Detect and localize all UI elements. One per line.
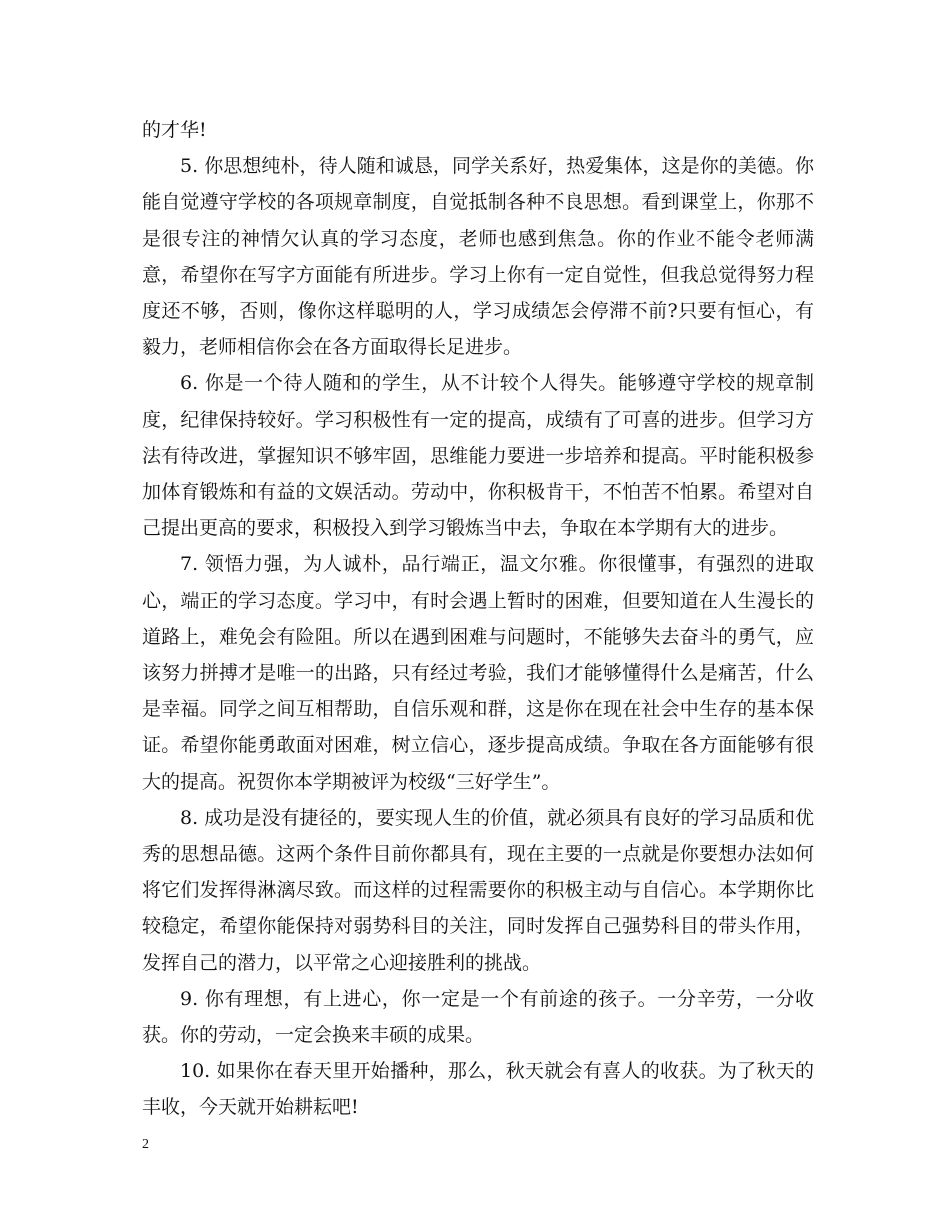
paragraph-item-9: 9. 你有理想，有上进心，你一定是一个有前途的孩子。一分辛劳，一分收获。你的劳动，一定会换来丰硕的成果。 bbox=[142, 987, 814, 1047]
paragraph-item-10: 10. 如果你在春天里开始播种，那么，秋天就会有喜人的收获。为了秋天的丰收，今天就开始耕耘吧! bbox=[142, 1060, 814, 1119]
document-body bbox=[142, 112, 814, 1126]
paragraph-item-6: 6. 你是一个待人随和的学生，从不计较个人得失。能够遵守学校的规章制度，纪律保持较好。学习积极性有一定的提高，成绩有了可喜的进步。但学习方法有待改进，掌握知识不够牢固，思维能力要进一步培养和提高。平时能积极参加体育锻炼和有益的文娱活动。劳动中，你积极肯干，不怕苦不怕累。希望对自己提出更高的要求，积极投入到学习锻炼当中去，争取在本学期有大的进步。 bbox=[142, 372, 814, 540]
paragraph-continuation: 的才华! bbox=[142, 119, 207, 141]
page-number: 2 bbox=[142, 1137, 149, 1152]
paragraph-item-8: 8. 成功是没有捷径的，要实现人生的价值，就必须具有良好的学习品质和优秀的思想品德。这两个条件目前你都具有，现在主要的一点就是你要想办法如何将它们发挥得淋漓尽致。而这样的过程需要你的积极主动与自信心。本学期你比较稳定，希望你能保持对弱势科目的关注，同时发挥自己强势科目的带头作用，发挥自己的潜力，以平常之心迎接胜利的挑战。 bbox=[142, 806, 814, 974]
paragraph-item-5: 5. 你思想纯朴，待人随和诚恳，同学关系好，热爱集体，这是你的美德。你能自觉遵守学校的各项规章制度，自觉抵制各种不良思想。看到课堂上，你那不是很专注的神情欠认真的学习态度，老师也感到焦急。你的作业不能令老师满意，希望你在写字方面能有所进步。学习上你有一定自觉性，但我总觉得努力程度还不够，否则，像你这样聪明的人，学习成绩怎会停滞不前?只要有恒心，有毅力，老师相信你会在各方面取得长足进步。 bbox=[142, 155, 814, 359]
paragraph-item-7: 7. 领悟力强，为人诚朴，品行端正，温文尔雅。你很懂事，有强烈的进取心，端正的学习态度。学习中，有时会遇上暂时的困难，但要知道在人生漫长的道路上，难免会有险阻。所以在遇到困难与问题时，不能够失去奋斗的勇气，应该努力拼搏才是唯一的出路，只有经过考验，我们才能够懂得什么是痛苦，什么是幸福。同学之间互相帮助，自信乐观和群，这是你在现在社会中生存的基本保证。希望你能勇敢面对困难，树立信心，逐步提高成绩。争取在各方面能够有很大的提高。祝贺你本学期被评为校级“三好学生”。 bbox=[142, 553, 814, 793]
